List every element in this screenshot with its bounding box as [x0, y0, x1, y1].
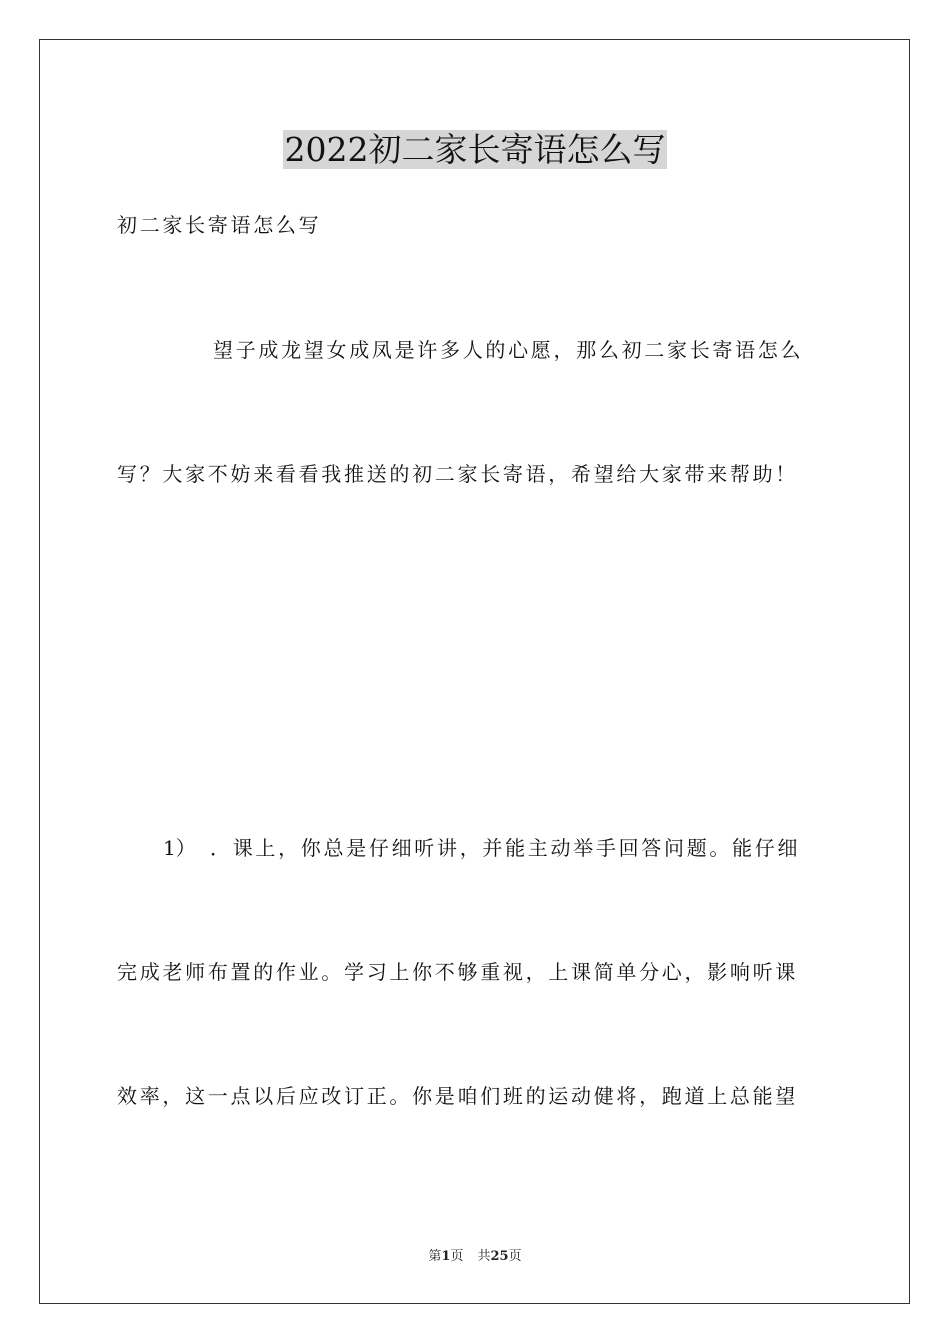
intro-line-2: 写？大家不妨来看看我推送的初二家长寄语，希望给大家带来帮助！ — [117, 462, 798, 486]
document-subtitle: 初二家长寄语怎么写 — [117, 213, 322, 237]
footer-page-total: 25 — [490, 1249, 509, 1264]
footer-total-prefix: 共 — [477, 1249, 491, 1264]
intro-line-1: 望子成龙望女成凤是许多人的心愿，那么初二家长寄语怎么 — [213, 338, 804, 362]
list-item-line-3: 效率，这一点以后应改订正。你是咱们班的运动健将，跑道上总能望 — [117, 1084, 798, 1108]
list-item-number: 1） — [163, 836, 196, 860]
list-item-first-line: ．课上，你总是仔细听讲，并能主动举手回答问题。能仔细 — [210, 836, 801, 860]
document-title — [0, 128, 950, 172]
list-item-line-2: 完成老师布置的作业。学习上你不够重视，上课简单分心，影响听课 — [117, 960, 798, 984]
page-footer — [0, 1248, 950, 1266]
footer-page-suffix: 页 — [450, 1249, 464, 1264]
document-title-text: 2022初二家长寄语怎么写 — [284, 130, 666, 169]
footer-page-prefix: 第 — [428, 1249, 442, 1264]
footer-page-current: 1 — [441, 1249, 451, 1264]
footer-total-suffix: 页 — [508, 1249, 522, 1264]
